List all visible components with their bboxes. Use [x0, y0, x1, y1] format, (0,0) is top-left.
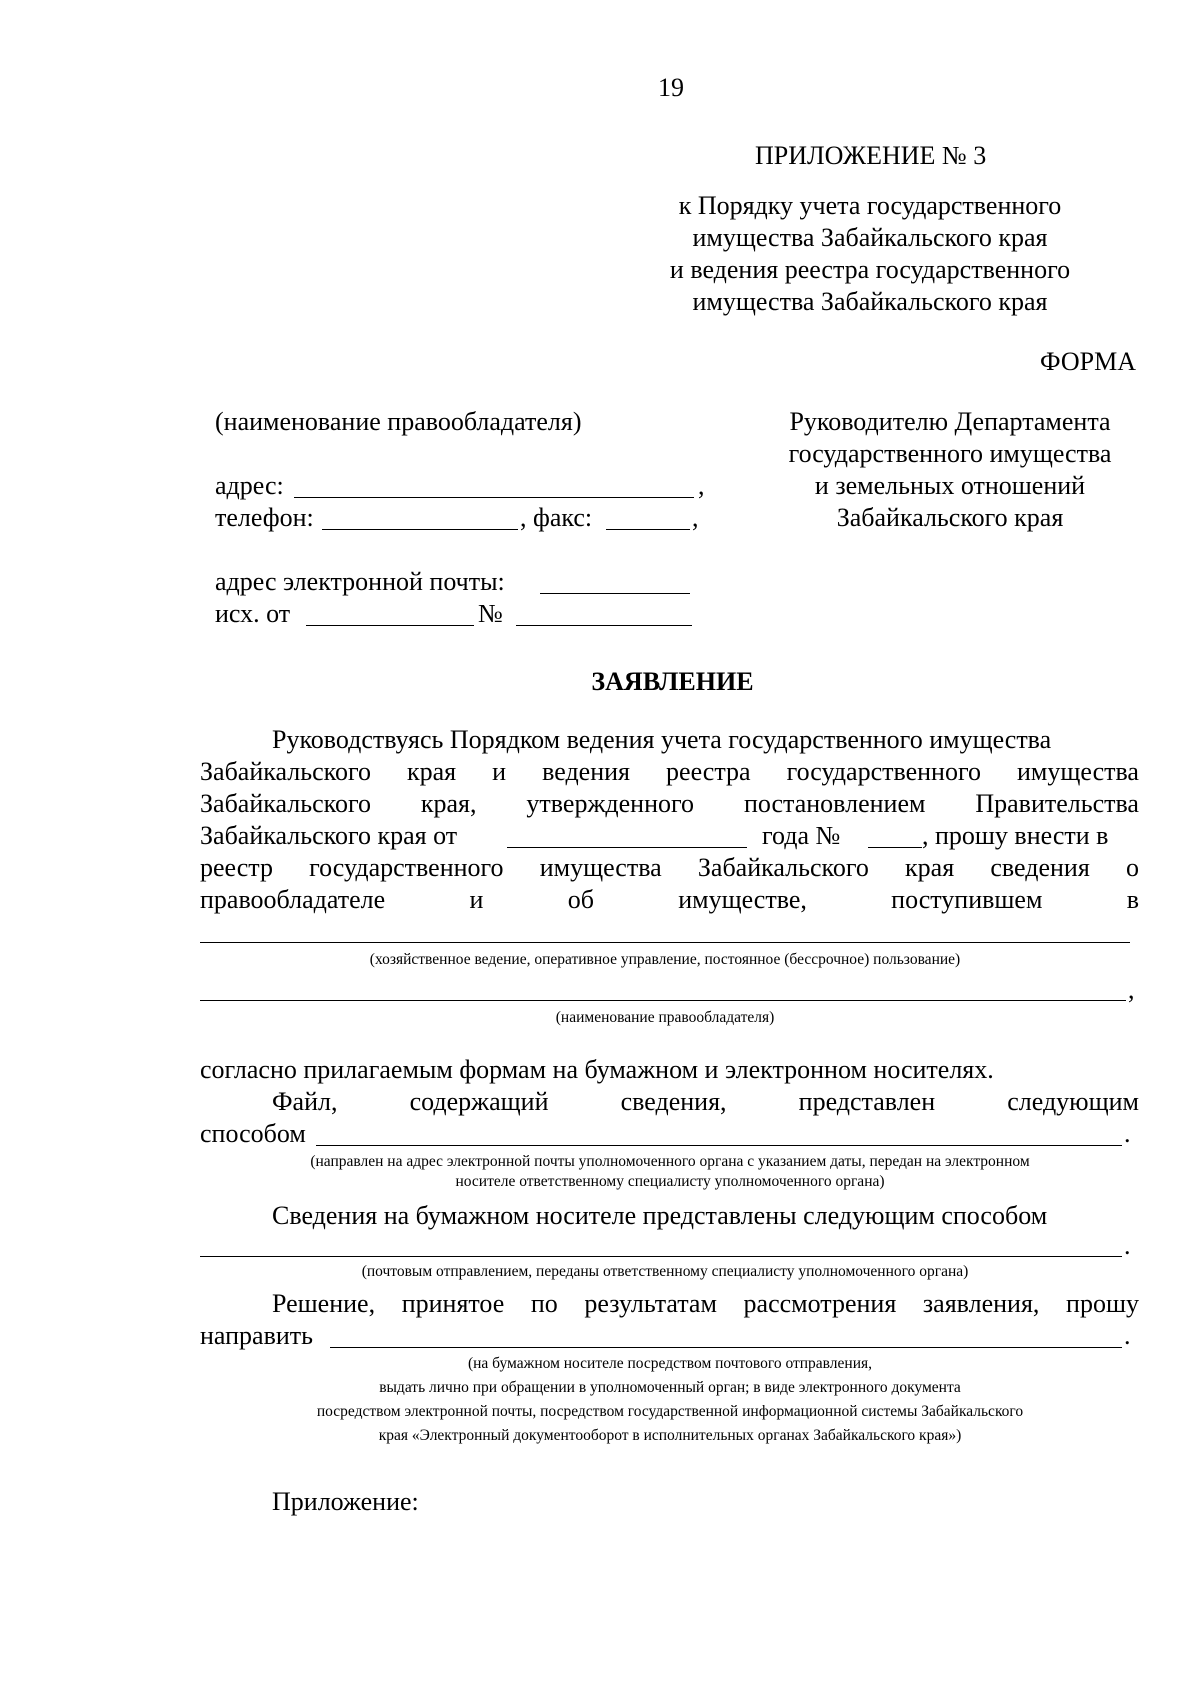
word: Забайкальского: [200, 789, 371, 818]
word: о: [1125, 853, 1139, 882]
file-caption-2: носителе ответственному специалисту уполномоченного органа): [455, 1173, 885, 1190]
word: поступившем: [891, 885, 1043, 914]
word: имущества: [539, 853, 662, 882]
word: Правительства: [975, 789, 1139, 818]
address-field-line[interactable]: [294, 497, 694, 498]
p1-line-4b: года №: [762, 821, 841, 850]
fax-label: , факс:: [520, 503, 593, 532]
p1-line-4a: Забайкальского края от: [200, 821, 458, 850]
word: сведения: [990, 853, 1090, 882]
appendix-title: ПРИЛОЖЕНИЕ № 3: [755, 141, 987, 170]
method-period: .: [1124, 1119, 1131, 1148]
fax-comma: ,: [692, 503, 699, 532]
word: и: [492, 757, 507, 786]
p1-line-4c: , прошу внести в: [922, 821, 1109, 850]
rights-field-line[interactable]: [200, 942, 1130, 943]
word: сведения,: [620, 1087, 727, 1116]
holder-comma: ,: [1128, 975, 1135, 1004]
word: имуществе,: [678, 885, 807, 914]
word: результатам: [584, 1289, 717, 1318]
email-field-line[interactable]: [540, 593, 690, 594]
paper-field-line[interactable]: [200, 1256, 1122, 1257]
recipient-line-1: Руководителю Департамента: [789, 407, 1111, 436]
word: ведения: [542, 757, 631, 786]
appendix-line-3: и ведения реестра государственного: [669, 255, 1071, 284]
method-field-line[interactable]: [316, 1145, 1122, 1146]
p1-line-2: [200, 756, 1139, 788]
decree-date-line[interactable]: [507, 847, 747, 848]
decision-caption-2: выдать лично при обращении в уполномоченный орган; в виде электронного документа: [379, 1379, 961, 1396]
attachment-label: Приложение:: [272, 1487, 419, 1516]
word: реестра: [666, 757, 751, 786]
word: принятое: [401, 1289, 505, 1318]
word: Забайкальского: [200, 757, 371, 786]
decree-number-line[interactable]: [868, 847, 922, 848]
p1-line-1: Руководствуясь Порядком ведения учета государственного имущества: [272, 725, 1052, 754]
paper-period: .: [1124, 1231, 1131, 1260]
page-number: 19: [658, 73, 684, 102]
outgoing-number-line[interactable]: [516, 625, 692, 626]
word: края: [407, 757, 457, 786]
word: об: [567, 885, 594, 914]
decision-caption-3: посредством электронной почты, посредством государственной информационной системы Забайкальского: [316, 1403, 1024, 1420]
paper-line: Сведения на бумажном носителе представлены следующим способом: [272, 1201, 1048, 1230]
word: следующим: [1007, 1087, 1139, 1116]
address-comma: ,: [698, 471, 705, 500]
p1-line-6: [200, 884, 1139, 916]
email-label: адрес электронной почты:: [215, 567, 505, 596]
recipient-line-4: Забайкальского края: [836, 503, 1064, 532]
word: государственного: [786, 757, 981, 786]
outgoing-number-sign: №: [478, 599, 503, 628]
decision-caption-1: (на бумажном носителе посредством почтового отправления,: [467, 1355, 873, 1372]
word: представлен: [798, 1087, 936, 1116]
word: края,: [420, 789, 477, 818]
direct-period: .: [1124, 1321, 1131, 1350]
appendix-line-2: имущества Забайкальского края: [692, 223, 1048, 252]
address-label: адрес:: [215, 471, 284, 500]
word: реестр: [200, 853, 273, 882]
method-label: способом: [200, 1119, 306, 1148]
word: государственного: [309, 853, 504, 882]
phone-field-line[interactable]: [322, 529, 518, 530]
according-line: согласно прилагаемым формам на бумажном и электронном носителях.: [200, 1055, 994, 1084]
word: Решение,: [272, 1289, 376, 1318]
phone-label: телефон:: [215, 503, 314, 532]
word: в: [1126, 885, 1139, 914]
word: имущества: [1017, 757, 1139, 786]
outgoing-date-line[interactable]: [306, 625, 474, 626]
fax-field-line[interactable]: [606, 529, 690, 530]
direct-label: направить: [200, 1321, 313, 1350]
word: Файл,: [272, 1087, 338, 1116]
recipient-line-3: и земельных отношений: [814, 471, 1086, 500]
paper-caption: (почтовым отправлением, переданы ответственному специалисту уполномоченного органа): [361, 1263, 969, 1280]
word: Забайкальского: [697, 853, 869, 882]
word: утвержденного: [526, 789, 695, 818]
p1-line-3: [200, 788, 1139, 820]
appendix-line-4: имущества Забайкальского края: [692, 287, 1048, 316]
holder-caption: (наименование правообладателя): [555, 1009, 775, 1026]
appendix-line-1: к Порядку учета государственного: [678, 191, 1062, 220]
word: прошу: [1066, 1289, 1139, 1318]
decision-caption-4: края «Электронный документооборот в исполнительных органах Забайкальского края»): [378, 1427, 962, 1444]
rights-caption: (хозяйственное ведение, оперативное управление, постоянное (бессрочное) пользование): [369, 951, 961, 968]
word: края: [905, 853, 955, 882]
file-caption-1: (направлен на адрес электронной почты уполномоченного органа с указанием даты, передан на электронном: [310, 1153, 1030, 1170]
statement-heading: ЗАЯВЛЕНИЕ: [591, 667, 754, 696]
word: постановлением: [743, 789, 926, 818]
outgoing-label: исх. от: [215, 599, 291, 628]
file-line: [272, 1086, 1139, 1118]
sender-name-caption: (наименование правообладателя): [215, 407, 582, 436]
direct-field-line[interactable]: [330, 1347, 1122, 1348]
decision-line: [272, 1288, 1139, 1320]
word: рассмотрения: [743, 1289, 897, 1318]
word: по: [530, 1289, 558, 1318]
recipient-line-2: государственного имущества: [788, 439, 1112, 468]
p1-line-5: [200, 852, 1139, 884]
word: содержащий: [409, 1087, 549, 1116]
word: правообладателе: [200, 885, 386, 914]
holder-field-line[interactable]: [200, 1000, 1126, 1001]
form-label: ФОРМА: [1040, 347, 1136, 376]
word: и: [469, 885, 484, 914]
word: заявления,: [922, 1289, 1040, 1318]
